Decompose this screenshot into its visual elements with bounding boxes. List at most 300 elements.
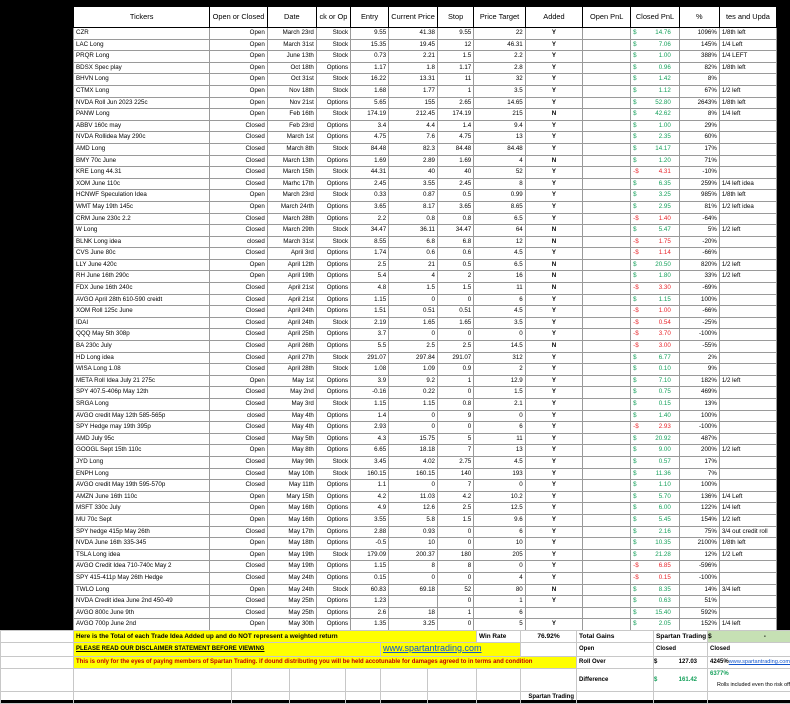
cell-stock-or-option: Stock	[316, 317, 350, 329]
table-row[interactable]	[74, 329, 777, 341]
cell-stop: 7	[437, 480, 473, 492]
column-header-price-target[interactable]: Price Target	[474, 7, 525, 28]
currency-symbol: $	[633, 608, 636, 619]
cell-open-pnl	[583, 607, 631, 619]
cell-notes: 1/8th left	[719, 62, 776, 74]
cell-price-target: 6	[474, 607, 525, 619]
cell-ticker: NVDA Credit idea June 2nd 450-49	[74, 596, 210, 608]
cell-percent: 388%	[679, 51, 719, 63]
table-row[interactable]	[74, 526, 777, 538]
table-row[interactable]	[74, 74, 777, 86]
rollover-amount-cell	[654, 657, 708, 669]
cell-current-price: 13.31	[389, 74, 438, 86]
cell-percent: -100%	[679, 422, 719, 434]
cell-notes	[719, 433, 776, 445]
table-row[interactable]	[74, 51, 777, 63]
cell-added: Y	[525, 51, 582, 63]
cell-closed-pnl	[631, 445, 680, 457]
header-row	[74, 7, 777, 28]
cell-open-pnl	[583, 97, 631, 109]
cell-percent: 14%	[679, 584, 719, 596]
cell-ticker: IDAI	[74, 317, 210, 329]
cell-entry: 44.31	[351, 167, 389, 179]
table-row[interactable]	[74, 317, 777, 329]
currency-symbol: $	[633, 40, 636, 51]
cell-notes: 1/2 left	[719, 85, 776, 97]
currency-symbol: $	[633, 51, 636, 62]
cell-date: April 27th	[267, 352, 316, 364]
table-row[interactable]	[74, 248, 777, 260]
cell-current-price: 10	[389, 538, 438, 550]
cell-stop: 84.48	[437, 143, 473, 155]
cell-price-target: 0	[474, 480, 525, 492]
cell-added: Y	[525, 329, 582, 341]
column-header-current-price[interactable]: Current Price	[389, 7, 438, 28]
table-row[interactable]	[74, 619, 777, 631]
table-row[interactable]	[74, 143, 777, 155]
closed-pnl-amount: 1.20	[631, 156, 679, 167]
cell-price-target: 6.5	[474, 213, 525, 225]
column-header-notes-updates[interactable]: tes and Upda	[719, 7, 776, 28]
cell-ticker: KRE Long 44.31	[74, 167, 210, 179]
column-header-stop[interactable]: Stop	[437, 7, 473, 28]
table-row[interactable]	[74, 480, 777, 492]
currency-symbol: $	[633, 515, 636, 526]
cell-added: Y	[525, 468, 582, 480]
cell-open-or-closed: Open	[210, 109, 268, 121]
cell-price-target: 10	[474, 538, 525, 550]
cell-percent: 82%	[679, 62, 719, 74]
cell-stock-or-option: Options	[316, 213, 350, 225]
table-row[interactable]	[74, 271, 777, 283]
cell-stop: 140	[437, 468, 473, 480]
cell-stop: 0	[437, 538, 473, 550]
cell-date: March 13th	[267, 155, 316, 167]
cell-added: Y	[525, 85, 582, 97]
cell-current-price: 155	[389, 97, 438, 109]
cell-closed-pnl	[631, 283, 680, 295]
cell-open-pnl	[583, 399, 631, 411]
closed-pnl-amount: 14.17	[631, 144, 679, 155]
cell-price-target: 2.8	[474, 62, 525, 74]
cell-stop: 2.65	[437, 97, 473, 109]
cell-closed-pnl	[631, 306, 680, 318]
table-row[interactable]	[74, 341, 777, 353]
cell-notes	[719, 329, 776, 341]
table-row[interactable]	[74, 120, 777, 132]
cell-stop: 3.65	[437, 201, 473, 213]
cell-current-price: 7.6	[389, 132, 438, 144]
cell-date: May 3rd	[267, 399, 316, 411]
table-row[interactable]	[74, 399, 777, 411]
cell-date: March 8th	[267, 143, 316, 155]
cell-closed-pnl	[631, 514, 680, 526]
cell-notes	[719, 155, 776, 167]
cell-price-target: 9.6	[474, 514, 525, 526]
table-row[interactable]	[74, 190, 777, 202]
closed-pnl-amount: 1.40	[631, 411, 679, 422]
cell-closed-pnl	[631, 364, 680, 376]
cell-percent: 7%	[679, 468, 719, 480]
difference-percent: 6377%	[708, 669, 729, 680]
table-row[interactable]	[74, 468, 777, 480]
column-header-closed-pnl[interactable]: Closed PnL	[631, 7, 680, 28]
cell-current-price: 41.38	[389, 28, 438, 40]
cell-stop: 1.69	[437, 155, 473, 167]
cell-open-pnl	[583, 225, 631, 237]
cell-closed-pnl	[631, 538, 680, 550]
table-row[interactable]	[74, 364, 777, 376]
cell-open-or-closed: Open	[210, 491, 268, 503]
closed-pnl-amount: 10.35	[631, 538, 679, 549]
cell-date: April 24th	[267, 317, 316, 329]
cell-closed-pnl	[631, 410, 680, 422]
currency-symbol: $	[633, 353, 636, 364]
closed-pnl-amount: 6.00	[631, 503, 679, 514]
cell-current-price: 4.02	[389, 456, 438, 468]
rollover-label: Roll Over	[577, 657, 654, 669]
cell-notes	[719, 132, 776, 144]
cell-open-pnl	[583, 201, 631, 213]
cell-notes	[719, 422, 776, 434]
cell-notes: 3/4 left	[719, 584, 776, 596]
footer-spacer-5	[1, 669, 74, 692]
cell-notes: 1/2 left	[719, 514, 776, 526]
cell-percent: 17%	[679, 456, 719, 468]
table-row[interactable]	[74, 410, 777, 422]
table-row[interactable]	[74, 549, 777, 561]
cell-stock-or-option: Options	[316, 120, 350, 132]
cell-stop: 1	[437, 375, 473, 387]
cell-entry: 84.48	[351, 143, 389, 155]
cell-open-or-closed: Open	[210, 584, 268, 596]
currency-symbol: $	[633, 596, 636, 607]
cell-open-pnl	[583, 51, 631, 63]
currency-symbol: $	[633, 98, 636, 109]
currency-symbol: -$	[633, 422, 639, 433]
cell-date: May 4th	[267, 422, 316, 434]
currency-symbol: -$	[633, 283, 639, 294]
cell-percent: 12%	[679, 549, 719, 561]
cell-added: Y	[525, 514, 582, 526]
cell-stock-or-option: Stock	[316, 225, 350, 237]
cell-percent: 51%	[679, 596, 719, 608]
cell-ticker: SRGA Long	[74, 399, 210, 411]
cell-entry: 3.7	[351, 329, 389, 341]
cell-open-pnl	[583, 190, 631, 202]
table-row[interactable]	[74, 39, 777, 51]
closed-pnl-amount: 1.10	[631, 480, 679, 491]
table-row[interactable]	[74, 387, 777, 399]
cell-entry: 1.15	[351, 561, 389, 573]
cell-open-or-closed: Open	[210, 503, 268, 515]
cell-closed-pnl	[631, 329, 680, 341]
cell-entry: 2.93	[351, 422, 389, 434]
cell-entry: 3.9	[351, 375, 389, 387]
rollover-website-link[interactable]: www.spartantrading.com	[729, 657, 790, 668]
footer-spacer-13	[521, 669, 577, 692]
cell-current-price: 3.25	[389, 619, 438, 631]
cell-stop: 4.2	[437, 491, 473, 503]
cell-added: Y	[525, 201, 582, 213]
table-row[interactable]	[74, 433, 777, 445]
cell-entry: 0.33	[351, 190, 389, 202]
footer-row-brand	[1, 692, 790, 704]
currency-symbol: $	[633, 63, 636, 74]
cell-stock-or-option: Options	[316, 514, 350, 526]
cell-closed-pnl	[631, 526, 680, 538]
cell-percent: 8%	[679, 109, 719, 121]
column-header-open-or-closed[interactable]: Open or Closed	[210, 7, 268, 28]
cell-percent: -69%	[679, 283, 719, 295]
table-row[interactable]	[74, 445, 777, 457]
currency-symbol: $	[633, 434, 636, 445]
cell-stock-or-option: Options	[316, 607, 350, 619]
cell-open-pnl	[583, 271, 631, 283]
cell-stock-or-option: Options	[316, 503, 350, 515]
cell-added: Y	[525, 549, 582, 561]
cell-open-or-closed: Closed	[210, 283, 268, 295]
table-row[interactable]	[74, 456, 777, 468]
cell-date: May 30th	[267, 619, 316, 631]
website-cell[interactable]	[381, 643, 521, 657]
cell-closed-pnl	[631, 387, 680, 399]
currency-symbol: -$	[633, 318, 639, 329]
closed-pnl-amount: 52.80	[631, 98, 679, 109]
cell-stock-or-option: Options	[316, 433, 350, 445]
cell-stop: 0.51	[437, 306, 473, 318]
cell-price-target: 13	[474, 132, 525, 144]
table-row[interactable]	[74, 109, 777, 121]
currency-symbol: -$	[633, 561, 639, 572]
cell-date: May 19th	[267, 549, 316, 561]
table-row[interactable]	[74, 201, 777, 213]
cell-open-or-closed: Closed	[210, 572, 268, 584]
cell-current-price: 0.51	[389, 306, 438, 318]
footer-spacer-10	[381, 669, 428, 692]
cell-ticker: TSLA Long idea	[74, 549, 210, 561]
table-row[interactable]	[74, 352, 777, 364]
cell-notes: 1/8th left	[719, 97, 776, 109]
cell-price-target: 11	[474, 283, 525, 295]
cell-open-pnl	[583, 62, 631, 74]
cell-open-or-closed: Open	[210, 97, 268, 109]
rollover-pct-and-link[interactable]	[708, 657, 790, 669]
column-header-added[interactable]: Added	[525, 7, 582, 28]
table-row[interactable]	[74, 306, 777, 318]
cell-notes: 1/2 left	[719, 259, 776, 271]
closed-pnl-amount: 4.31	[631, 167, 679, 178]
cell-date: April 12th	[267, 259, 316, 271]
cell-stock-or-option: Options	[316, 480, 350, 492]
cell-date: March 29th	[267, 225, 316, 237]
cell-stock-or-option: Options	[316, 259, 350, 271]
cell-stock-or-option: Stock	[316, 456, 350, 468]
cell-open-or-closed: Closed	[210, 294, 268, 306]
table-row[interactable]	[74, 283, 777, 295]
currency-symbol: $	[633, 86, 636, 97]
footer-spacer-1	[1, 631, 74, 643]
cell-ticker: WISA Long 1.08	[74, 364, 210, 376]
table-row[interactable]	[74, 584, 777, 596]
cell-ticker: SPY hedge 415p May 26th	[74, 526, 210, 538]
cell-price-target: 312	[474, 352, 525, 364]
cell-added: Y	[525, 410, 582, 422]
cell-closed-pnl	[631, 109, 680, 121]
column-header-percent[interactable]: %	[679, 7, 719, 28]
table-row[interactable]	[74, 607, 777, 619]
cell-current-price: 1.15	[389, 399, 438, 411]
cell-stock-or-option: Options	[316, 445, 350, 457]
cell-current-price: 160.15	[389, 468, 438, 480]
cell-stop: 4.75	[437, 132, 473, 144]
table-row[interactable]	[74, 538, 777, 550]
cell-percent: -100%	[679, 329, 719, 341]
cell-entry: 2.5	[351, 259, 389, 271]
cell-price-target: 12.9	[474, 375, 525, 387]
table-row[interactable]	[74, 503, 777, 515]
table-row[interactable]	[74, 213, 777, 225]
cell-ticker: AVGO 700p June 2nd	[74, 619, 210, 631]
cell-price-target: 9.4	[474, 120, 525, 132]
table-row[interactable]	[74, 236, 777, 248]
disclaimer-main: PLEASE READ OUR DISCLAIMER STATEMENT BEFORE VIEWING	[74, 643, 381, 657]
cell-price-target: 215	[474, 109, 525, 121]
cell-stop: 0.8	[437, 213, 473, 225]
currency-symbol: $	[633, 457, 636, 468]
cell-entry: 3.4	[351, 120, 389, 132]
closed-pnl-amount: 42.62	[631, 109, 679, 120]
table-row[interactable]	[74, 97, 777, 109]
table-row[interactable]	[74, 491, 777, 503]
cell-price-target: 13	[474, 445, 525, 457]
cell-closed-pnl	[631, 178, 680, 190]
column-header-entry[interactable]: Entry	[351, 7, 389, 28]
cell-ticker: CVS June 80c	[74, 248, 210, 260]
footer-spacer-18	[346, 692, 381, 704]
cell-notes: 1/4 left	[719, 503, 776, 515]
table-row[interactable]	[74, 294, 777, 306]
table-row[interactable]	[74, 422, 777, 434]
table-row[interactable]	[74, 259, 777, 271]
currency-symbol: $	[633, 538, 636, 549]
cell-current-price: 5.8	[389, 514, 438, 526]
cell-added: Y	[525, 619, 582, 631]
closed-pnl-amount: 0.63	[631, 596, 679, 607]
cell-stop: 180	[437, 549, 473, 561]
cell-notes: 1/8th left	[719, 28, 776, 40]
currency-symbol: $	[633, 619, 636, 630]
table-row[interactable]	[74, 155, 777, 167]
cell-percent: 81%	[679, 201, 719, 213]
cell-entry: 1.1	[351, 480, 389, 492]
footer-spacer-12	[477, 669, 521, 692]
cell-open-or-closed: Closed	[210, 422, 268, 434]
table-row[interactable]	[74, 28, 777, 40]
cell-date: May 8th	[267, 445, 316, 457]
table-row[interactable]	[74, 167, 777, 179]
cell-date: May 24th	[267, 572, 316, 584]
cell-stop: 0.5	[437, 190, 473, 202]
table-row[interactable]	[74, 596, 777, 608]
currency-symbol: $	[633, 109, 636, 120]
footer-row-rollover	[1, 657, 790, 669]
cell-open-pnl	[583, 445, 631, 457]
cell-date: May 2nd	[267, 387, 316, 399]
cell-closed-pnl	[631, 503, 680, 515]
cell-added: Y	[525, 456, 582, 468]
table-row[interactable]	[74, 62, 777, 74]
cell-notes: 1/2 Left	[719, 549, 776, 561]
website-link[interactable]: www.spartantrading.com	[383, 643, 482, 653]
cell-closed-pnl	[631, 167, 680, 179]
cell-open-or-closed: Closed	[210, 352, 268, 364]
cell-notes: 1/4 left idea	[719, 178, 776, 190]
cell-added: Y	[525, 294, 582, 306]
table-row[interactable]	[74, 132, 777, 144]
cell-stop: 34.47	[437, 225, 473, 237]
table-row[interactable]	[74, 561, 777, 573]
column-header-tickers[interactable]: Tickers	[74, 7, 210, 28]
cell-percent: 592%	[679, 607, 719, 619]
table-row[interactable]	[74, 225, 777, 237]
cell-added: N	[525, 341, 582, 353]
table-row[interactable]	[74, 514, 777, 526]
cell-current-price: 0.87	[389, 190, 438, 202]
cell-open-pnl	[583, 619, 631, 631]
currency-symbol: $	[633, 492, 636, 503]
cell-notes	[719, 341, 776, 353]
cell-date: Nov 21st	[267, 97, 316, 109]
cell-added: Y	[525, 39, 582, 51]
closed-pnl-amount: 1.40	[631, 214, 679, 225]
cell-entry: -0.16	[351, 387, 389, 399]
cell-stock-or-option: Stock	[316, 85, 350, 97]
cell-percent: 182%	[679, 375, 719, 387]
cell-closed-pnl	[631, 259, 680, 271]
cell-open-or-closed: Closed	[210, 143, 268, 155]
currency-symbol: $	[633, 144, 636, 155]
table-row[interactable]	[74, 572, 777, 584]
cell-price-target: 4.5	[474, 306, 525, 318]
cell-entry: 2.45	[351, 178, 389, 190]
table-row[interactable]	[74, 178, 777, 190]
cell-open-pnl	[583, 596, 631, 608]
cell-notes: 1/4 left	[719, 619, 776, 631]
cell-stock-or-option: Stock	[316, 39, 350, 51]
column-header-open-pnl[interactable]: Open PnL	[583, 7, 631, 28]
cell-notes	[719, 213, 776, 225]
cell-stock-or-option: Stock	[316, 236, 350, 248]
cell-stop: 1.5	[437, 283, 473, 295]
cell-current-price: 4	[389, 271, 438, 283]
table-row[interactable]	[74, 375, 777, 387]
currency-symbol: $	[633, 376, 636, 387]
cell-current-price: 1.65	[389, 317, 438, 329]
difference-amount-cell	[654, 669, 708, 692]
cell-added: Y	[525, 596, 582, 608]
table-row[interactable]	[74, 85, 777, 97]
cell-open-pnl	[583, 283, 631, 295]
column-header-date[interactable]: Date	[267, 7, 316, 28]
currency-symbol: $	[633, 527, 636, 538]
cell-price-target: 1.5	[474, 387, 525, 399]
cell-added: N	[525, 236, 582, 248]
column-header-stock-or-option[interactable]: ck or Op	[316, 7, 350, 28]
cell-date: May 25th	[267, 607, 316, 619]
cell-open-or-closed: Closed	[210, 120, 268, 132]
cell-price-target: 84.48	[474, 143, 525, 155]
